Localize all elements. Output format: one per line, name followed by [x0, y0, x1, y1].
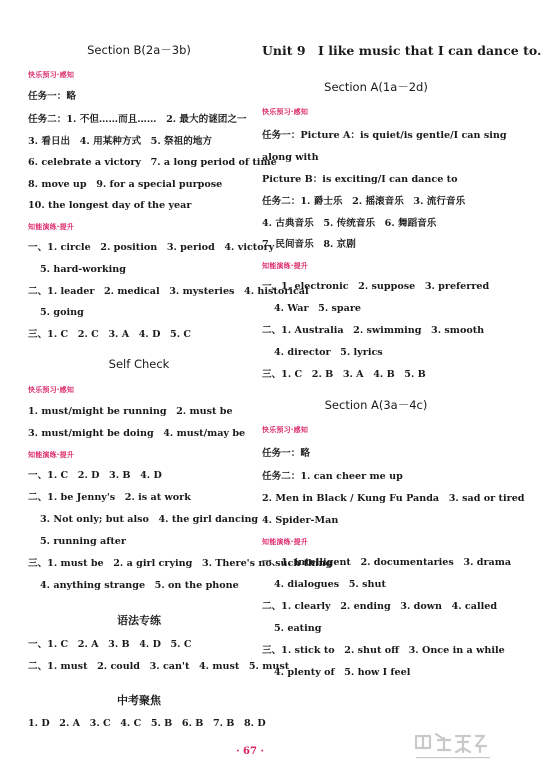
- grammar-heading: 语法专练: [117, 614, 161, 627]
- preview-tag: 快乐预习·感知: [28, 386, 75, 394]
- answer-line: 5. going: [40, 307, 84, 318]
- answer-line: 一、1. electronic 2. suppose 3. preferred: [262, 281, 490, 292]
- answer-line: 3. must/might be doing 4. must/may be: [28, 428, 246, 439]
- answer-line: 任务二：1. can cheer me up: [262, 471, 403, 482]
- answer-line: 6. celebrate a victory 7. a long period of time: [28, 157, 277, 168]
- answer-line: 任务一：Picture A：is quiet/is gentle/I can sing: [262, 130, 507, 141]
- answer-line: along with: [262, 152, 319, 163]
- answer-line: 3. 看日出 4. 用某种方式 5. 祭祖的地方: [28, 136, 212, 147]
- answer-line: 任务一：略: [28, 91, 76, 102]
- practice-tag: 知能演练·提升: [262, 262, 309, 270]
- watermark-logo-icon: [410, 728, 496, 766]
- unit-title: Unit 9 I like music that I can dance to.: [262, 43, 541, 58]
- answer-line: 二、1. leader 2. medical 3. mysteries 4. historical: [28, 286, 309, 297]
- answer-line: 4. plenty of 5. how I feel: [274, 667, 411, 678]
- preview-tag: 快乐预习·感知: [262, 426, 309, 434]
- answer-line: 一、1. C 2. D 3. B 4. D: [28, 470, 162, 481]
- answer-line: 1. D 2. A 3. C 4. C 5. B 6. B 7. B 8. D: [28, 718, 266, 729]
- answer-line: 5. running after: [40, 536, 126, 547]
- answer-line: 4. anything strange 5. on the phone: [40, 580, 239, 591]
- exam-focus-heading: 中考聚焦: [117, 694, 161, 707]
- self-check-heading: Self Check: [108, 357, 170, 371]
- answer-line: Picture B：is exciting/I can dance to: [262, 174, 458, 185]
- answer-line: 一、1. intelligent 2. documentaries 3. drama: [262, 557, 512, 568]
- answer-line: 任务二：1. 不但……而且…… 2. 最大的谜团之一: [28, 114, 247, 125]
- answer-line: 一、1. C 2. A 3. B 4. D 5. C: [28, 639, 192, 650]
- answer-line: 4. director 5. lyrics: [274, 347, 383, 358]
- answer-line: 10. the longest day of the year: [28, 200, 192, 211]
- preview-tag: 快乐预习·感知: [28, 71, 75, 79]
- answer-line: 二、1. must 2. could 3. can't 4. must 5. must: [28, 661, 290, 672]
- answer-line: 5. hard-working: [40, 264, 126, 275]
- answer-line: 5. eating: [274, 623, 322, 634]
- answer-line: 三、1. C 2. B 3. A 4. B 5. B: [262, 369, 426, 380]
- answer-line: 二、1. clearly 2. ending 3. down 4. called: [262, 601, 498, 612]
- answer-line: 4. 古典音乐 5. 传统音乐 6. 舞蹈音乐: [262, 218, 437, 229]
- answer-line: 任务二：1. 爵士乐 2. 摇滚音乐 3. 流行音乐: [262, 196, 466, 207]
- section-a1-heading: Section A(1a－2d): [324, 80, 428, 94]
- answer-line: 三、1. C 2. C 3. A 4. D 5. C: [28, 329, 192, 340]
- answer-line: 3. Not only; but also 4. the girl dancing: [40, 514, 259, 525]
- practice-tag: 知能演练·提升: [28, 223, 75, 231]
- answer-line: 1. must/might be running 2. must be: [28, 406, 233, 417]
- answer-line: 4. Spider-Man: [262, 515, 339, 526]
- answer-line: 三、1. stick to 2. shut off 3. Once in a while: [262, 645, 505, 656]
- answer-line: 一、1. circle 2. position 3. period 4. victory: [28, 242, 275, 253]
- answer-line: 任务一：略: [262, 448, 310, 459]
- answer-line: 二、1. Australia 2. swimming 3. smooth: [262, 325, 485, 336]
- practice-tag: 知能演练·提升: [262, 538, 309, 546]
- answer-line: 8. move up 9. for a special purpose: [28, 179, 223, 190]
- practice-tag: 知能演练·提升: [28, 451, 75, 459]
- page-number: · 67 ·: [236, 746, 264, 757]
- answer-line: 4. dialogues 5. shut: [274, 579, 386, 590]
- section-b-heading: Section B(2a－3b): [87, 43, 191, 57]
- answer-line: 4. War 5. spare: [274, 303, 361, 314]
- section-a2-heading: Section A(3a－4c): [324, 398, 428, 412]
- answer-line: 2. Men in Black / Kung Fu Panda 3. sad or tired: [262, 493, 525, 504]
- answer-line: 7. 民间音乐 8. 京剧: [262, 239, 356, 250]
- answer-line: 三、1. must be 2. a girl crying 3. There's no such thing: [28, 558, 333, 569]
- answer-line: 二、1. be Jenny's 2. is at work: [28, 492, 191, 503]
- preview-tag: 快乐预习·感知: [262, 108, 309, 116]
